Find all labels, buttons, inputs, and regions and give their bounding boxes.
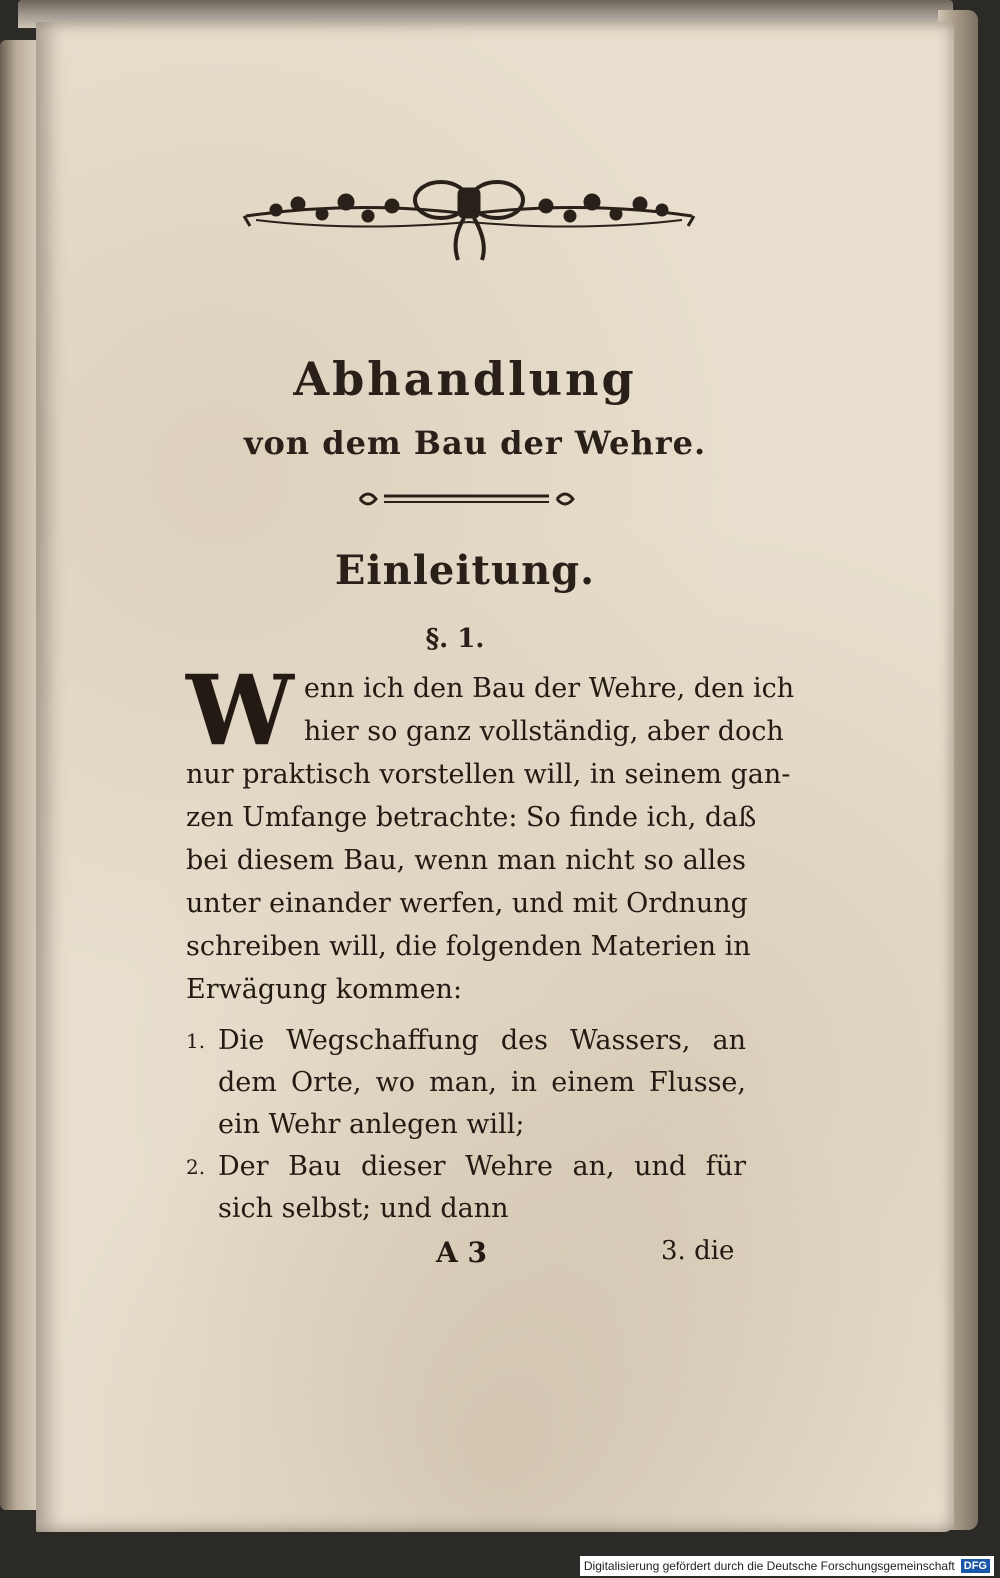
list-item-line: sich selbst; und dann [218,1193,509,1224]
enumerated-list [186,1020,746,1230]
list-item-line: dem Orte, wo man, in einem Flusse, [218,1067,746,1098]
text-line: Erwägung kommen: [186,974,463,1005]
list-item-line: ein Wehr anlegen will; [218,1109,525,1140]
list-item [186,1146,746,1230]
digitization-credit [580,1556,994,1576]
text-line: bei diesem Bau, wenn man nicht so alles [186,845,746,876]
page-subtitle: von dem Bau der Wehre. [243,424,707,462]
ornamental-rule [354,484,579,514]
text-line: nur praktisch vorstellen will, in seinem gan- [186,759,791,790]
text-line: zen Umfange betrachte: So finde ich, daß [186,802,757,833]
section-number: §. 1. [425,624,485,654]
text-line: schreiben will, die folgenden Materien in [186,931,751,962]
catchword: 3. die [661,1236,735,1266]
floral-vignette [236,170,702,264]
credit-text: Digitalisierung gefördert durch die Deutsche Forschungsgemeinschaft [583,1559,955,1573]
drop-cap: W [186,654,294,767]
dfg-logo: DFG [961,1559,990,1573]
book-page [36,22,954,1532]
text-line: enn ich den Bau der Wehre, den ich [303,673,795,704]
page-title: Abhandlung [293,352,637,406]
list-item-number: 2. [186,1155,206,1179]
list-item-number: 1. [186,1029,206,1053]
body-paragraph [186,654,795,1011]
text-line: hier so ganz vollständig, aber doch [303,716,784,747]
signature-mark: A 3 [436,1236,487,1269]
section-heading: Einleitung. [334,547,596,594]
list-item-line: Die Wegschaffung des Wassers, an [218,1025,746,1056]
list-item [186,1020,746,1146]
list-item-line: Der Bau dieser Wehre an, und für [218,1151,746,1182]
text-line: unter einander werfen, und mit Ordnung [186,888,748,919]
